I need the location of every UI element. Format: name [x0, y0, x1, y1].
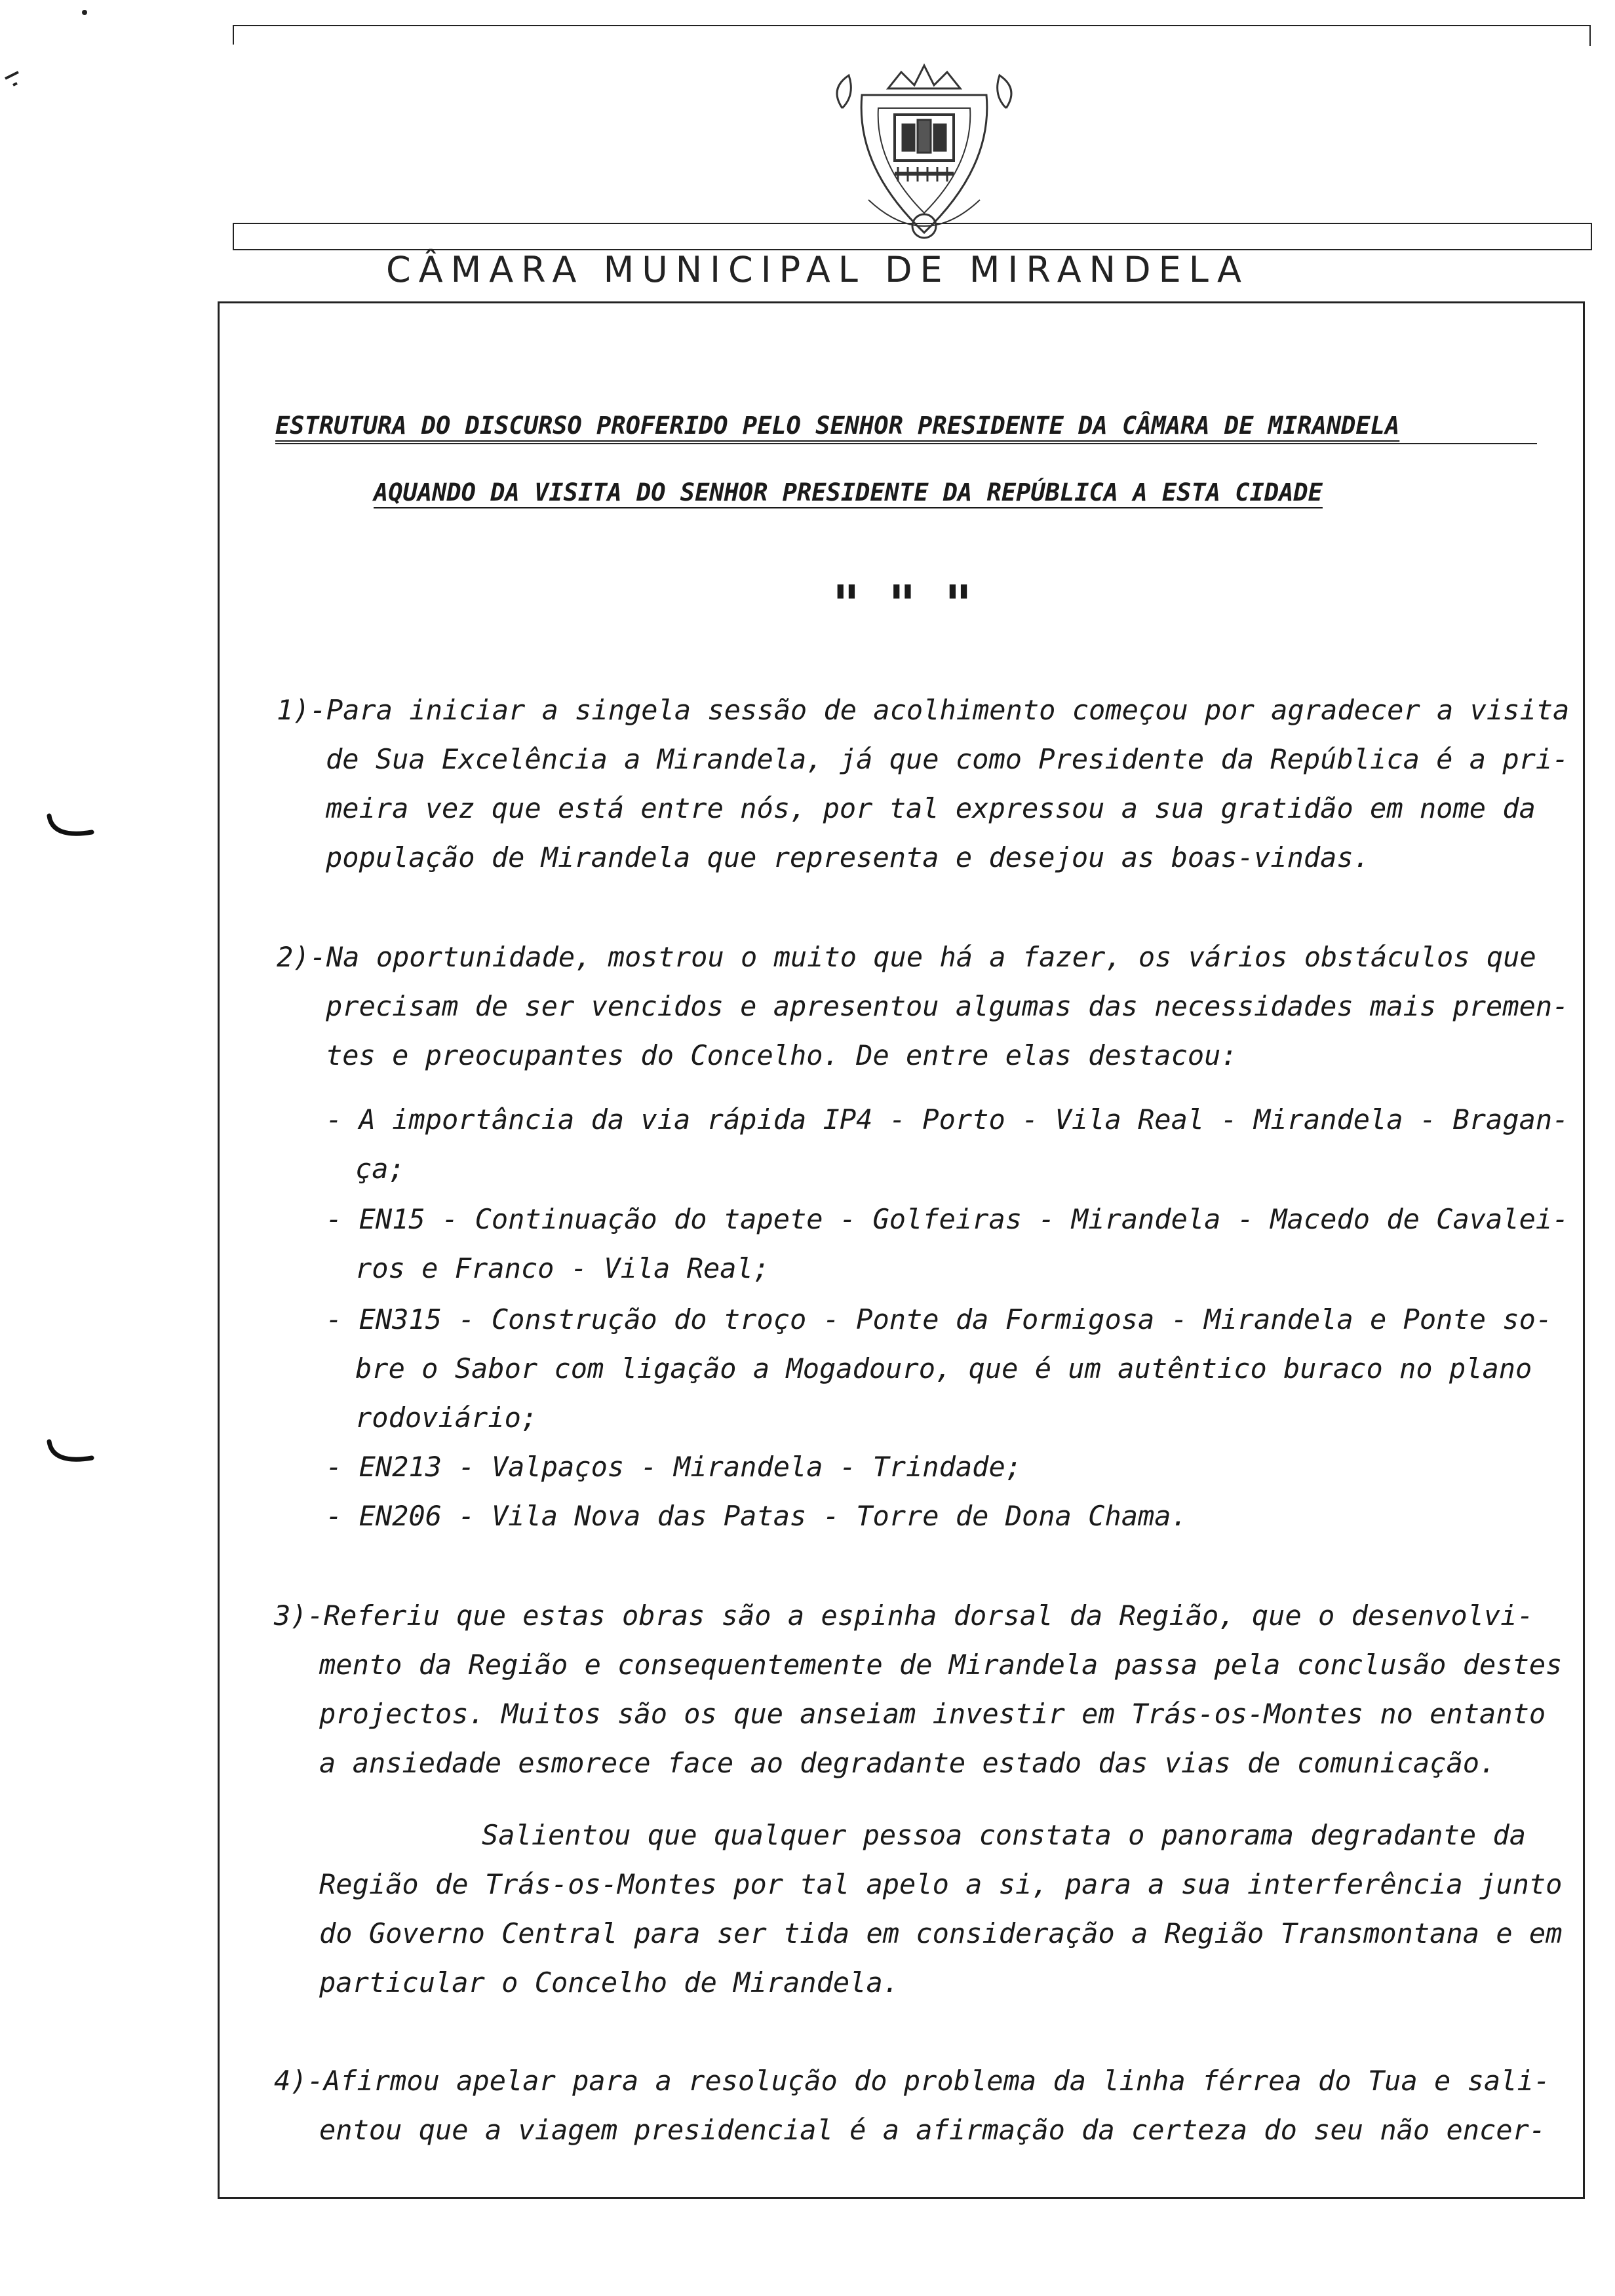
letterhead-top-rule-left: [233, 25, 234, 45]
list-item-continuation: rodoviário;: [355, 1402, 538, 1434]
list-item: - EN206 - Vila Nova das Patas - Torre de Dona Chama.: [326, 1500, 1188, 1532]
document-heading-line-1: ESTRUTURA DO DISCURSO PROFERIDO PELO SENHOR PRESIDENTE DA CÂMARA DE MIRANDELA: [275, 411, 1400, 440]
binder-hole-mark-icon: [46, 813, 98, 845]
organization-name: CÂMARA MUNICIPAL DE MIRANDELA: [386, 249, 1249, 290]
scan-artifact-icon: [0, 36, 26, 88]
scan-dot: [82, 10, 87, 15]
body-line: população de Mirandela que representa e desejou as boas-vindas.: [326, 841, 1371, 873]
body-line: meira vez que está entre nós, por tal expressou a sua gratidão em nome da: [326, 792, 1536, 824]
body-line: projectos. Muitos são os que anseiam investir em Trás-os-Montes no entanto: [319, 1698, 1546, 1730]
list-item: - A importância da via rápida IP4 - Porto - Vila Real - Mirandela - Bragan-: [326, 1103, 1569, 1136]
body-line: particular o Concelho de Mirandela.: [319, 1966, 900, 1999]
list-item-continuation: bre o Sabor com ligação a Mogadouro, que é um autêntico buraco no plano: [355, 1352, 1532, 1385]
list-item: - EN15 - Continuação do tapete - Golfeiras - Mirandela - Macedo de Cavalei-: [326, 1203, 1569, 1235]
body-line: mento da Região e consequentemente de Mirandela passa pela conclusão destes: [319, 1649, 1563, 1681]
document-heading-line-2: AQUANDO DA VISITA DO SENHOR PRESIDENTE DA REPÚBLICA A ESTA CIDADE: [374, 478, 1323, 507]
body-line: do Governo Central para ser tida em consideração a Região Transmontana e em: [319, 1917, 1563, 1949]
list-item: - EN213 - Valpaços - Mirandela - Trindade;: [326, 1451, 1022, 1483]
list-item: - EN315 - Construção do troço - Ponte da Formigosa - Mirandela e Ponte so-: [326, 1303, 1553, 1335]
list-item-continuation: ros e Franco - Vila Real;: [355, 1252, 770, 1284]
body-line: 4)-Afirmou apelar para a resolução do problema da linha férrea do Tua e sali-: [274, 2065, 1551, 2097]
binder-hole-mark-icon: [46, 1438, 98, 1471]
body-line: tes e preocupantes do Concelho. De entre elas destacou:: [326, 1039, 1237, 1071]
body-line: a ansiedade esmorece face ao degradante estado das vias de comunicação.: [319, 1747, 1496, 1779]
body-line: 2)-Na oportunidade, mostrou o muito que há a fazer, os vários obstáculos que: [277, 941, 1536, 973]
body-line: de Sua Excelência a Mirandela, já que como Presidente da República é a pri-: [326, 743, 1569, 775]
body-line: precisam de ser vencidos e apresentou algumas das necessidades mais premen-: [326, 990, 1569, 1022]
body-line: entou que a viagem presidencial é a afirmação da certeza do seu não encer-: [319, 2114, 1546, 2146]
list-item-continuation: ça;: [355, 1153, 405, 1185]
heading-separator: [275, 443, 1537, 444]
municipal-crest-icon: [816, 36, 1032, 246]
body-line: Salientou que qualquer pessoa constata o panorama degradante da: [482, 1819, 1527, 1851]
body-line: 3)-Referiu que estas obras são a espinha dorsal da Região, que o desenvolvi-: [274, 1599, 1534, 1632]
body-line: 1)-Para iniciar a singela sessão de acolhimento começou por agradecer a visita: [277, 694, 1570, 726]
ditto-marks: " " ": [832, 573, 977, 635]
body-line: Região de Trás-os-Montes por tal apelo a si, para a sua interferência junto: [319, 1868, 1563, 1900]
